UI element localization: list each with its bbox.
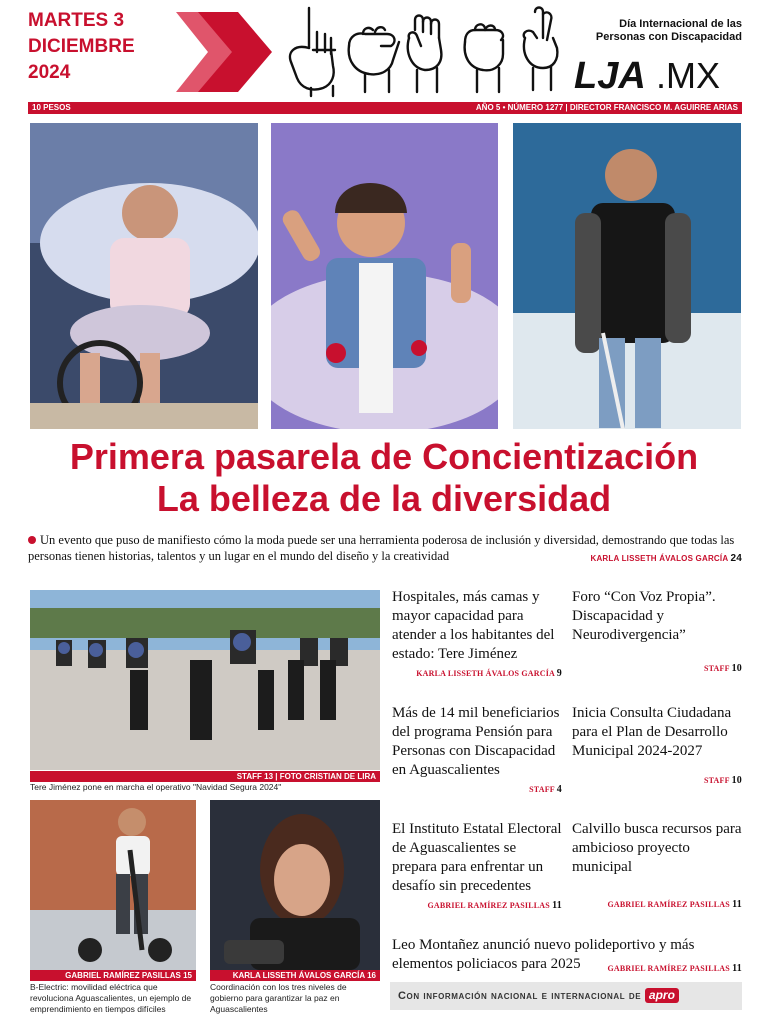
story-1-page: 9 <box>556 668 562 679</box>
headline-line1: Primera pasarela de Concientización <box>69 436 699 477</box>
hand-a-icon-2 <box>465 24 503 92</box>
date-year: 2024 <box>28 62 71 83</box>
story-5-author: GABRIEL RAMÍREZ PASILLAS <box>427 901 550 910</box>
hand-a-icon <box>349 27 399 92</box>
story-3-author: STAFF <box>529 785 555 794</box>
story-5[interactable] <box>392 820 562 915</box>
photo-credit-1: STAFF 13 | FOTO CRISTIAN DE LIRA <box>30 771 380 782</box>
price: 10 PESOS <box>32 103 71 112</box>
international-day-note <box>578 18 742 44</box>
story-3-byline <box>392 780 562 799</box>
logo-suffix: .MX <box>656 55 721 94</box>
apro-footer <box>390 982 742 1010</box>
story-7-byline <box>607 959 742 978</box>
story-2-page: 10 <box>731 663 742 674</box>
hand-d-icon <box>524 8 558 91</box>
story-6-author: GABRIEL RAMÍREZ PASILLAS <box>607 900 730 909</box>
story-2-byline <box>572 659 742 678</box>
story-5-title: El Instituto Estatal Electoral de Aguascalientes se prepara para enfrentar un desafío sin precedentes <box>392 821 562 894</box>
logo-text: LJA <box>574 55 646 94</box>
photo-caption-2: B-Electric: movilidad eléctrica que revoluciona Aguascalientes, un ejemplo de emprendimiento en tiempos difíciles <box>30 982 192 1014</box>
story-1[interactable] <box>392 588 562 683</box>
issue-info: AÑO 5 • NÚMERO 1277 | DIRECTOR FRANCISCO M. AGUIRRE ARIAS <box>475 103 738 112</box>
story-1-byline <box>392 664 562 683</box>
story-7-page: 11 <box>732 963 742 974</box>
story-1-title: Hospitales, más camas y mayor capacidad para atender a los habitantes del estado: Tere Jiménez <box>392 589 555 662</box>
story-6-page: 11 <box>732 899 742 910</box>
photo-caption-3: Coordinación con los tres niveles de gobierno para garantizar la paz en Aguascalientes <box>210 982 347 1014</box>
main-byline-page: 24 <box>730 553 742 564</box>
story-6-byline <box>572 895 742 914</box>
story-7-author: GABRIEL RAMÍREZ PASILLAS <box>607 964 730 973</box>
headline-line2: La belleza de la diversidad <box>156 478 612 519</box>
lead-text: Un evento que puso de manifiesto cómo la moda puede ser una herramienta poderosa de inclusión y diversidad, demostrando que todas las personas tienen historias, talentos y un lugar en el mundo del diseño y la creatividad <box>28 533 735 563</box>
story-5-byline <box>392 896 562 915</box>
international-day-line2: Personas con Discapacidad <box>595 31 742 43</box>
story-6[interactable] <box>572 820 742 914</box>
photo-caption-1: Tere Jiménez pone en marcha el operativo "Navidad Segura 2024" <box>30 782 282 792</box>
hand-j-icon <box>408 16 442 93</box>
date-block <box>28 8 135 86</box>
story-3-page: 4 <box>556 784 562 795</box>
chevron-arrow-icon <box>176 12 272 92</box>
masthead-rule <box>28 102 742 114</box>
story-2[interactable] <box>572 588 742 678</box>
story-1-author: KARLA LISSETH ÁVALOS GARCÍA <box>416 669 555 678</box>
photo-credit-3: KARLA LISSETH ÁVALOS GARCÍA 16 <box>210 970 380 981</box>
hand-l-icon <box>290 8 335 96</box>
story-6-title: Calvillo busca recursos para ambicioso proyecto municipal <box>572 821 742 875</box>
international-day-line1: Día Internacional de las <box>619 18 742 30</box>
lja-logo <box>572 54 744 94</box>
story-4-title: Inicia Consulta Ciudadana para el Plan de Desarrollo Municipal 2024-2027 <box>572 705 732 759</box>
story-3-title: Más de 14 mil beneficiarios del programa Pensión para Personas con Discapacidad en Aguascalientes <box>392 705 560 778</box>
coordination-photo <box>210 800 380 970</box>
cane-model-photo <box>513 123 741 429</box>
story-4[interactable] <box>572 704 742 790</box>
photo-credit-2: GABRIEL RAMÍREZ PASILLAS 15 <box>30 970 196 981</box>
main-headline <box>20 436 748 520</box>
apro-logo: apro <box>645 988 679 1003</box>
sign-language-hands-icon <box>283 2 563 98</box>
footer-text: Con información nacional e internacional de <box>398 990 642 1002</box>
bullet-dot-icon <box>28 536 36 544</box>
operativo-photo <box>30 590 380 770</box>
story-4-byline <box>572 771 742 790</box>
story-4-page: 10 <box>731 775 742 786</box>
date-month: DICIEMBRE <box>28 36 135 57</box>
child-model-photo <box>271 123 498 429</box>
date-weekday: MARTES 3 <box>28 10 125 31</box>
main-byline-author: KARLA LISSETH ÁVALOS GARCÍA <box>590 554 729 563</box>
story-4-author: STAFF <box>703 776 730 785</box>
b-electric-photo <box>30 800 196 970</box>
story-2-title: Foro “Con Voz Propia”. Discapacidad y Neurodivergencia” <box>572 589 716 643</box>
story-3[interactable] <box>392 704 562 799</box>
story-7[interactable] <box>392 936 742 974</box>
story-7-title: Leo Montañez anunció nuevo polideportivo y más elementos policiacos para 2025 <box>392 937 695 972</box>
main-byline <box>590 553 742 564</box>
story-5-page: 11 <box>552 900 562 911</box>
story-2-author: STAFF <box>703 664 730 673</box>
wheelchair-model-photo <box>30 123 258 429</box>
